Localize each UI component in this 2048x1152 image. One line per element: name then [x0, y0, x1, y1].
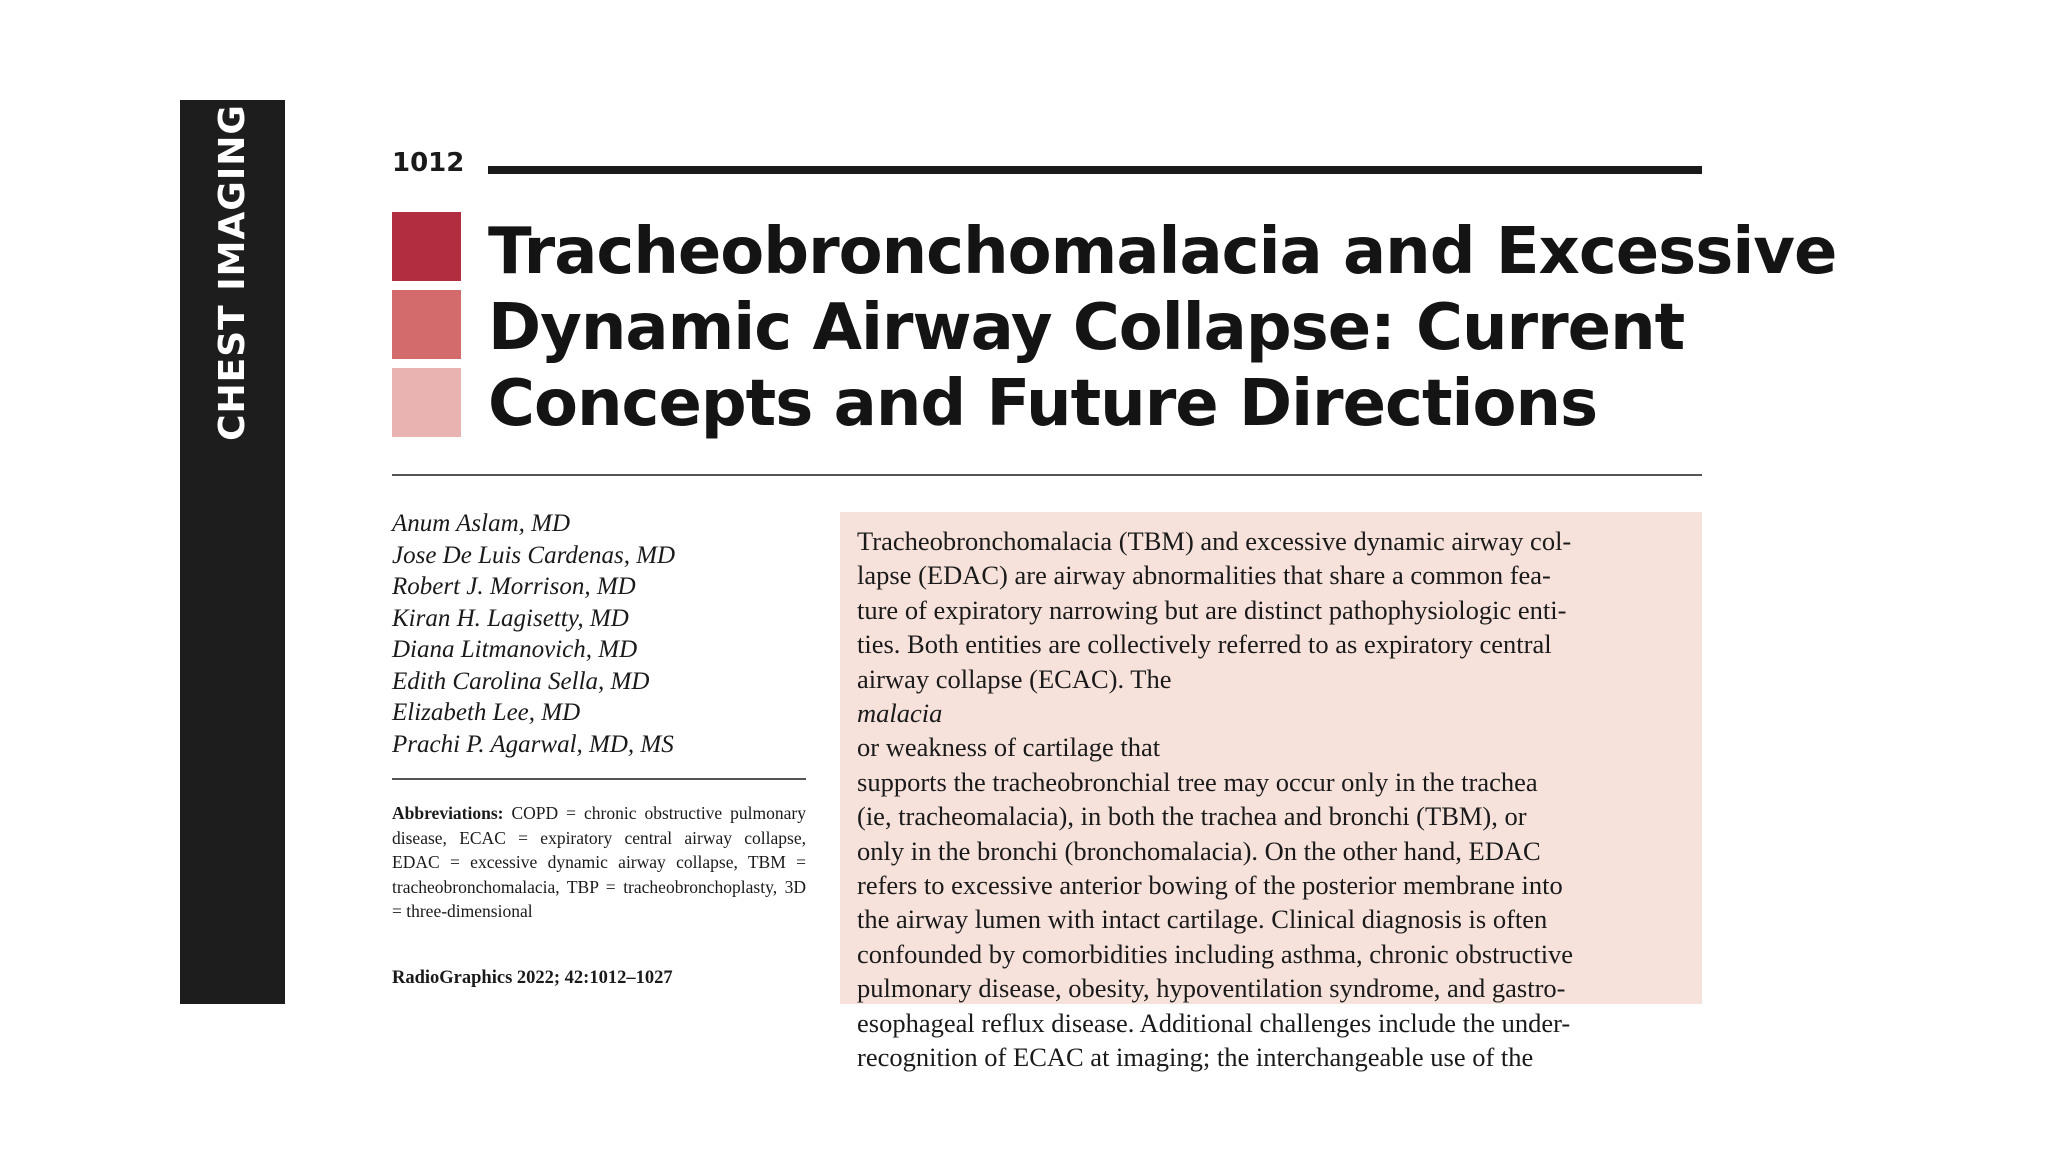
author-list	[392, 508, 675, 760]
abstract-line: ties. Both entities are collectively referred to as expiratory central	[857, 629, 1552, 660]
abstract-text-segment: or weakness of cartilage that	[857, 732, 1161, 763]
author-name: Robert J. Morrison, MD	[392, 573, 636, 600]
abstract-line: only in the bronchi (bronchomalacia). On the other hand, EDAC	[857, 835, 1541, 866]
section-label	[180, 100, 285, 445]
abstract-line: (ie, tracheomalacia), in both the trachea and bronchi (TBM), or	[857, 801, 1527, 832]
abstract-line: ture of expiratory narrowing but are distinct pathophysiologic enti-	[857, 594, 1567, 625]
abbreviations-rule	[392, 778, 806, 780]
abstract-line: refers to excessive anterior bowing of the posterior membrane into	[857, 870, 1563, 901]
abstract-text	[857, 524, 1573, 1075]
title-rule	[392, 474, 1702, 476]
abstract-line: Tracheobronchomalacia (TBM) and excessive dynamic airway col-	[857, 526, 1572, 556]
decorative-square-medium	[392, 290, 461, 359]
author-name: Prachi P. Agarwal, MD, MS	[392, 730, 674, 758]
author-name: Kiran H. Lagisetty, MD	[392, 604, 629, 632]
decorative-square-light	[392, 368, 461, 437]
article-title	[488, 214, 1837, 442]
abbreviations-text: COPD = chronic obstructive pulmonary disease, ECAC = expiratory central airway collapse, EDAC = excessive dynamic airway collapse, TBM = tracheobronchomalacia, TBP = tracheobronchoplasty, 3D = three-dimensional	[392, 803, 806, 921]
title-line-2: Dynamic Airway Collapse: Current	[488, 291, 1685, 365]
author-name: Anum Aslam, MD	[392, 510, 571, 537]
abstract-line	[857, 662, 1573, 765]
abstract-line: lapse (EDAC) are airway abnormalities that share a common fea-	[857, 560, 1551, 591]
abstract-line: pulmonary disease, obesity, hypoventilation syndrome, and gastro-	[857, 973, 1566, 1004]
abstract-line: recognition of ECAC at imaging; the interchangeable use of the	[857, 1042, 1534, 1073]
abstract-line: esophageal reflux disease. Additional challenges include the under-	[857, 1007, 1571, 1038]
author-name: Jose De Luis Cardenas, MD	[392, 541, 676, 569]
title-line-1: Tracheobronchomalacia and Excessive	[488, 215, 1837, 289]
abstract-text-segment: airway collapse (ECAC). The	[857, 663, 1172, 694]
abstract-box	[840, 512, 1702, 1073]
abstract-line: supports the tracheobronchial tree may occur only in the trachea	[857, 766, 1538, 797]
abbreviations-block	[392, 801, 806, 924]
abstract-line: confounded by comorbidities including asthma, chronic obstructive	[857, 938, 1574, 969]
section-label-text: CHEST IMAGING	[212, 104, 254, 441]
author-name: Elizabeth Lee, MD	[392, 699, 581, 726]
abstract-line: the airway lumen with intact cartilage. Clinical diagnosis is often	[857, 904, 1548, 935]
author-name: Edith Carolina Sella, MD	[392, 667, 650, 695]
author-name: Diana Litmanovich, MD	[392, 636, 638, 663]
title-line-3: Concepts and Future Directions	[488, 367, 1598, 441]
page-number: 1012	[392, 148, 465, 178]
header-rule	[488, 166, 1702, 174]
abstract-italic-term: malacia	[857, 698, 943, 729]
abbreviations-label: Abbreviations:	[392, 803, 504, 823]
journal-citation: RadioGraphics 2022; 42:1012–1027	[392, 968, 673, 988]
decorative-square-dark	[392, 212, 461, 281]
